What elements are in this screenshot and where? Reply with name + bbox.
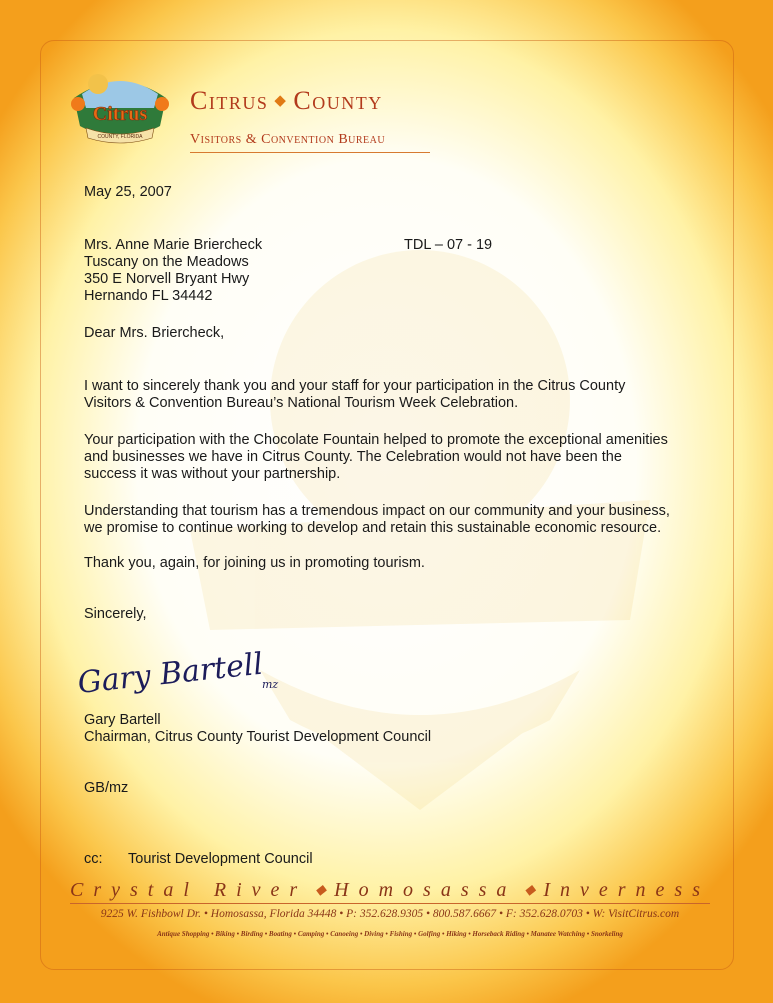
footer-address: 9225 W. Fishbowl Dr. • Homosassa, Florida 34448 • P: 352.628.9305 • 800.587.6667 • F: 352.628.0703 • W: VisitCitrus.com (100, 908, 680, 920)
logo-banner: COUNTY, FLORIDA (97, 134, 143, 140)
signature-text: Gary Bartell (76, 646, 265, 701)
paragraph-line: Visitors & Convention Bureau’s National Tourism Week Celebration. (84, 395, 519, 411)
salutation: Dear Mrs. Briercheck, (84, 325, 225, 341)
paragraph-line: Thank you, again, for joining us in promoting tourism. (84, 555, 425, 571)
paragraph-1 (84, 378, 625, 412)
cc-recipient: Tourist Development Council (128, 851, 313, 867)
citrus-county-logo (68, 68, 172, 148)
paragraph-2 (84, 432, 668, 483)
signer-block (84, 712, 431, 746)
town-name: Homosassa (334, 879, 517, 901)
signature (74, 640, 294, 702)
paragraph-3 (84, 503, 670, 537)
org-name-right: County (293, 86, 383, 115)
recipient-address (84, 237, 262, 305)
recipient-line: 350 E Norvell Bryant Hwy (84, 271, 250, 287)
footer-activities: Antique Shopping • Biking • Birding • Boating • Camping • Canoeing • Diving • Fishing • Golfing • Hiking • Horseback Riding • Manatee Watching • Snorkeling (157, 930, 623, 938)
signature-initials: mz (262, 678, 279, 691)
typist-initials: GB/mz (84, 780, 129, 796)
paragraph-line: Your participation with the Chocolate Fountain helped to promote the exceptional amenities (84, 432, 668, 448)
footer-towns (70, 879, 710, 902)
paragraph-line: I want to sincerely thank you and your staff for your participation in the Citrus County (84, 378, 626, 394)
org-name (190, 86, 383, 116)
recipient-line: Mrs. Anne Marie Briercheck (84, 237, 263, 253)
header-divider (190, 152, 430, 153)
recipient-line: Tuscany on the Meadows (84, 254, 249, 270)
logo-wordmark: Citrus (92, 103, 148, 125)
org-name-left: Citrus (190, 86, 269, 115)
org-subtitle: Visitors & Convention Bureau (190, 132, 386, 147)
footer-divider (70, 903, 710, 904)
paragraph-line: Understanding that tourism has a tremendous impact on our community and your business, (84, 503, 670, 519)
paragraph-line: and businesses we have in Citrus County. The Celebration would not have been the (84, 449, 622, 465)
letter-date: May 25, 2007 (84, 184, 172, 200)
diamond-icon: ◆ (524, 883, 536, 898)
diamond-icon: ◆ (274, 93, 288, 109)
paragraph-line: success it was without your partnership. (84, 466, 341, 482)
reference-number: TDL – 07 - 19 (404, 237, 493, 253)
town-name: Inverness (543, 879, 710, 901)
paragraph-line: we promise to continue working to develop and retain this sustainable economic resource. (84, 520, 662, 536)
closing: Sincerely, (84, 606, 147, 622)
cc-label: cc: (84, 851, 103, 867)
paragraph-4 (84, 555, 425, 572)
signer-name: Gary Bartell (84, 712, 161, 728)
recipient-line: Hernando FL 34442 (84, 288, 213, 304)
town-name: Crystal River (70, 879, 308, 901)
signer-title: Chairman, Citrus County Tourist Development Council (84, 729, 432, 745)
diamond-icon: ◆ (315, 883, 327, 898)
